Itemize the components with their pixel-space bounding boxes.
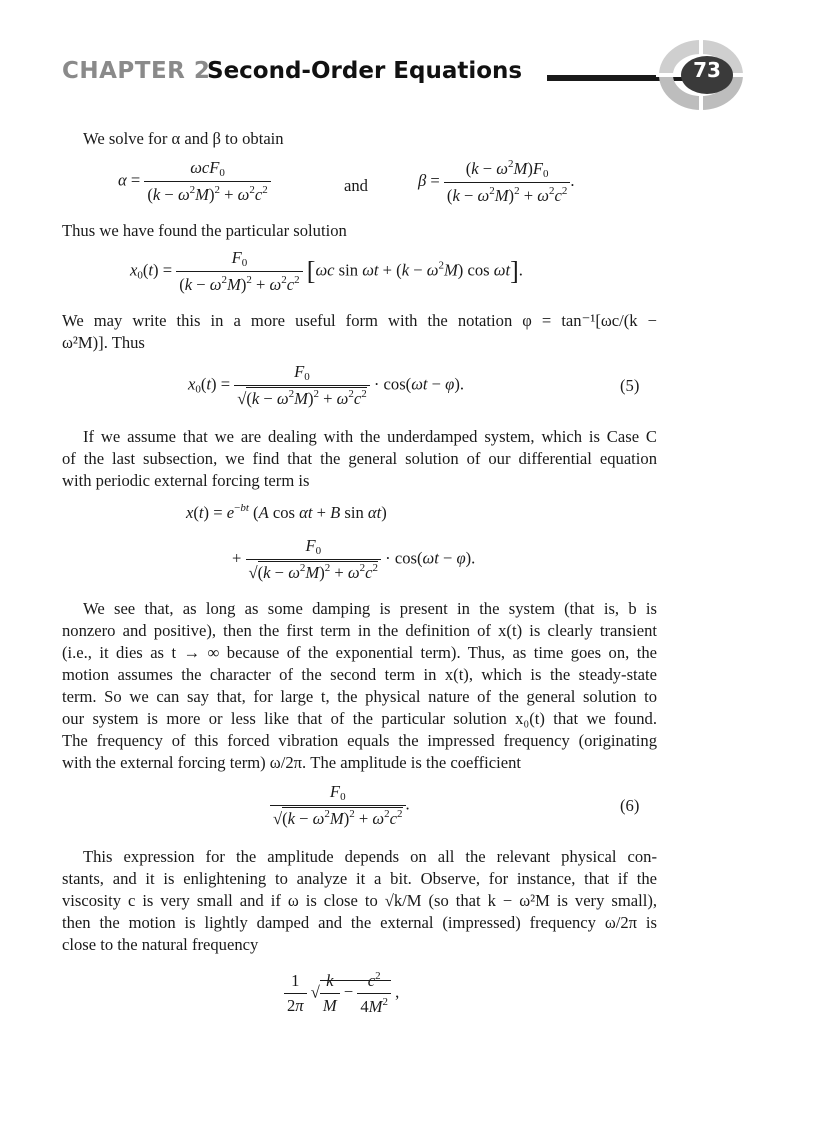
paragraph-transient-5: term. So we can say that, for large t, the physical nature of the general solution to — [62, 687, 657, 706]
paragraph-transient-4: motion assumes the character of the second term in x(t), which is the steady-state — [62, 665, 657, 684]
equation-alpha: α = $\frac{\omega cF_0}{(k - \omega^2M)^2 + \omega^2c^2}$ — [118, 158, 271, 205]
paragraph-transient-7: The frequency of this forced vibration equals the impressed frequency (originating — [62, 731, 657, 750]
paragraph-notation-line2: ω²M)]. Thus — [62, 333, 145, 352]
page-header — [0, 0, 816, 110]
equation-6: $\frac{F_0}{√(k - \omega^2M)^2 + \omega^2c^2}$ . — [270, 782, 410, 829]
equation-and: and — [344, 176, 368, 195]
paragraph-amplitude-4: then the motion is lightly damped and the external (impressed) frequency ω/2π is — [62, 913, 657, 932]
chapter-title: Second-Order Equations — [207, 58, 523, 84]
chapter-label: CHAPTER 2 — [62, 58, 211, 84]
paragraph-amplitude-3: viscosity c is very small and if ω is close to √k/M (so that k − ω²M is very small), — [62, 891, 657, 910]
equation-beta: β = $\frac{(k - \omega^2M)F_0}{(k - \omega^2M)^2 + \omega^2c^2}$ . — [418, 158, 575, 205]
paragraph-amplitude-1: This expression for the amplitude depends on all the relevant physical con- — [83, 847, 657, 866]
equation-general-solution-1: $x(t) = e^{-bt}$ (A cos αt + B sin αt) — [186, 502, 387, 522]
equation-particular-solution: $x_0(t)$ = $\frac{F_0}{(k - \omega^2M)^2 + \omega^2c^2}$ [ωc $\sin \omega t + (k - \omega^2M)$ cos ωt]. — [130, 248, 523, 294]
equation-5-label: (5) — [620, 376, 640, 395]
paragraph-transient-3: (i.e., it dies as t → ∞ because of the exponential term). Thus, as time goes on, the — [62, 643, 657, 662]
paragraph-transient-8: with the external forcing term) ω/2π. The amplitude is the coefficient — [62, 753, 522, 772]
equation-natural-frequency: $\frac{1}{2\pi}$ √ $\frac{k}{M}$ − $\frac{c^2}{4M^2}$ , — [284, 970, 399, 1017]
paragraph-transient-1: We see that, as long as some damping is present in the system (that is, b is — [83, 599, 657, 618]
paragraph-underdamped-1: If we assume that we are dealing with the underdamped system, which is Case C — [83, 427, 657, 446]
paragraph-transient-2: nonzero and positive), then the first term in the definition of x(t) is clearly transient — [62, 621, 657, 640]
equation-5: $x_0(t)$ = $\frac{F_0}{√(k - \omega^2M)^2 + \omega^2c^2}$ · cos(ωt − φ). — [188, 362, 465, 408]
paragraph-underdamped-3: with periodic external forcing term is — [62, 471, 310, 490]
paragraph-amplitude-2: stants, and it is enlightening to analyze it a bit. Observe, for instance, that if the — [62, 869, 657, 888]
equation-general-solution-2: + $\frac{F_0}{√(k - \omega^2M)^2 + \omega^2c^2}$ · cos(ωt − φ). — [232, 536, 476, 582]
equation-6-label: (6) — [620, 796, 640, 815]
page-number: 73 — [693, 58, 721, 82]
paragraph-amplitude-5: close to the natural frequency — [62, 935, 259, 954]
paragraph-notation-line1: We may write this in a more useful form with the notation φ = tan⁻¹[ωc/(k − — [62, 311, 657, 330]
paragraph-transient-6: our system is more or less like that of the particular solution x₀(t) that we found. — [62, 709, 657, 728]
paragraph-particular: Thus we have found the particular solution — [62, 221, 347, 240]
paragraph-underdamped-2: of the last subsection, we find that the general solution of our differential equation — [62, 449, 657, 468]
paragraph-intro: We solve for α and β to obtain — [83, 129, 284, 148]
